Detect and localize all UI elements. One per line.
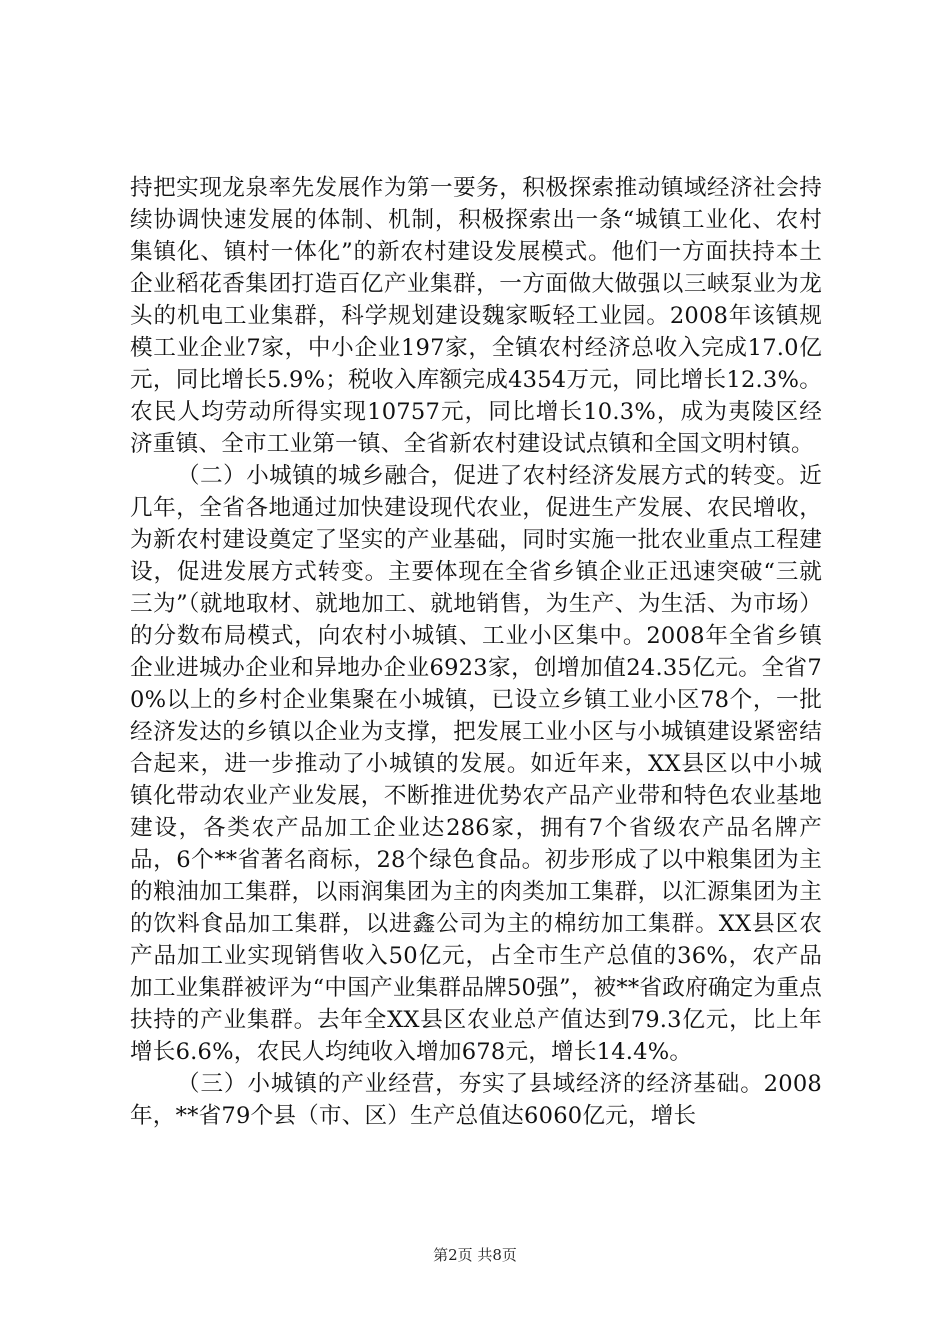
- document-body: [130, 172, 822, 1132]
- paragraph-continuation: 持把实现龙泉率先发展作为第一要务，积极探索推动镇域经济社会持续协调快速发展的体制、机制，积极探索出一条“城镇工业化、农村集镇化、镇村一体化”的新农村建设发展模式。他们一方面扶持本土企业稻花香集团打造百亿产业集群，一方面做大做强以三峡泵业为龙头的机电工业集群，科学规划建设魏家畈轻工业园。2008年该镇规模工业企业7家，中小企业197家，全镇农村经济总收入完成17.0亿元，同比增长5.9%；税收入库额完成4354万元，同比增长12.3%。农民人均劳动所得实现10757元，同比增长10.3%，成为夷陵区经济重镇、全市工业第一镇、全省新农村建设试点镇和全国文明村镇。: [130, 175, 822, 457]
- paragraph-section-two: （二）小城镇的城乡融合，促进了农村经济发展方式的转变。近几年，全省各地通过加快建设现代农业，促进生产发展、农民增收，为新农村建设奠定了坚实的产业基础，同时实施一批农业重点工程建设，促进发展方式转变。主要体现在全省乡镇企业正迅速突破“三就三为”（就地取材、就地加工、就地销售，为生产、为生活、为市场）的分数布局模式，向农村小城镇、工业小区集中。2008年全省乡镇企业进城办企业和异地办企业6923家，创增加值24.35亿元。全省70%以上的乡村企业集聚在小城镇，已设立乡镇工业小区78个，一批经济发达的乡镇以企业为支撑，把发展工业小区与小城镇建设紧密结合起来，进一步推动了小城镇的发展。如近年来，XX县区以中小城镇化带动农业产业发展，不断推进优势农产品产业带和特色农业基地建设，各类农产品加工企业达286家，拥有7个省级农产品名牌产品，6个**省著名商标，28个绿色食品。初步形成了以中粮集团为主的粮油加工集群，以雨润集团为主的肉类加工集群，以汇源集团为主的饮料食品加工集群，以进鑫公司为主的棉纺加工集群。XX县区农产品加工业实现销售收入50亿元，占全市生产总值的36%，农产品加工业集群被评为“中国产业集群品牌50强”，被**省政府确定为重点扶持的产业集群。去年全XX县区农业总产值达到79.3亿元，比上年增长6.6%，农民人均纯收入增加678元，增长14.4%。: [130, 463, 822, 1065]
- paragraph-section-three: （三）小城镇的产业经营，夯实了县域经济的经济基础。2008年，**省79个县（市、区）生产总值达6060亿元，增长: [130, 1071, 822, 1129]
- page-number-footer: 第2页 共8页: [433, 1246, 517, 1264]
